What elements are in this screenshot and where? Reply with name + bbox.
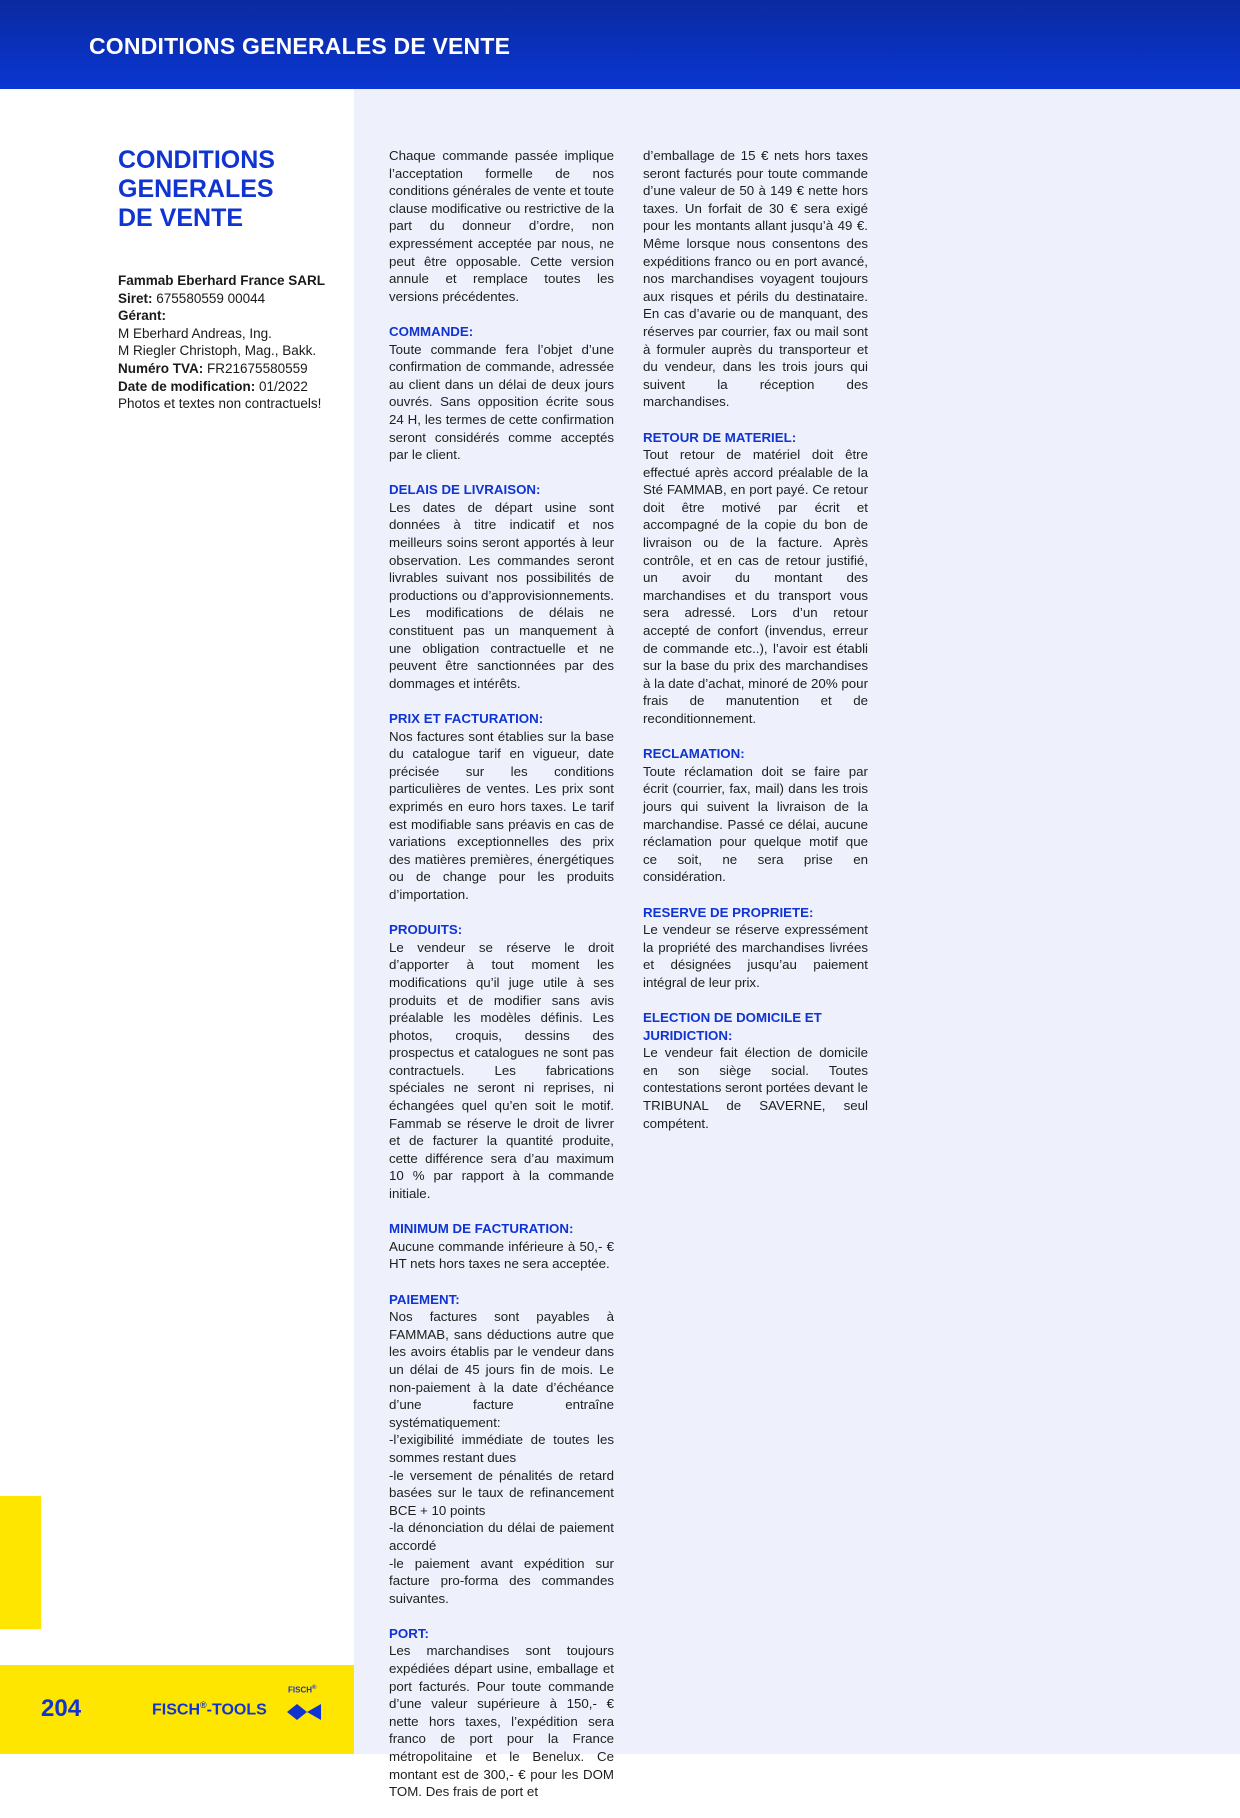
section-port [389,1625,614,1801]
gerant-name: M Riegler Christoph, Mag., Bakk. [118,343,317,359]
section-election [643,1009,868,1132]
section-heading: DELAIS DE LIVRAISON: [389,482,541,498]
port-continued: d’emballage de 15 € nets hors taxes seront facturés pour toute commande d’une valeur de 50 à 149 € nette hors taxes. Un forfait de 30 € sera exigé pour les montants allant jusqu’à 49 €. Même lorsque nous consentons des expéditions franco ou en port avancé, nos marchandises voyagent toujours aux risques et périls du destinataire. En cas d’avarie ou de manquant, des réserves par courrier, fax ou mail sont à formuler auprès du transporteur et du vendeur, dans les trois jours qui suivent la réception des marchandises. [643,148,868,410]
section-heading: ELECTION DE DOMICILE ET JURIDICTION: [643,1010,822,1043]
list-item: -l’exigibilité immédiate de toutes les sommes restant dues [389,1432,614,1465]
section-heading: MINIMUM DE FACTURATION: [389,1221,574,1237]
section-text: Toute réclamation doit se faire par écrit (courrier, fax, mail) dans les trois jours qui suivent la livraison de la marchandise. Passé ce délai, aucune réclamation pour quelque motif que ce soit, ne sera prise en considération. [643,763,868,885]
section-heading: COMMANDE: [389,323,474,339]
section-heading: RECLAMATION: [643,746,745,762]
list-item: -le paiement avant expédition sur facture pro-forma des commandes suivantes. [389,1555,614,1606]
sidebar-title-line: CONDITIONS [118,146,275,174]
section-produits [389,921,614,1203]
logo-text: FISCH® [288,1685,317,1695]
gerant-name: M Eberhard Andreas, Ing. [118,325,272,341]
disclaimer: Photos et textes non contractuels! [118,396,322,412]
section-text: Nos factures sont payables à FAMMAB, sans déductions autre que les avoirs établis par le vendeur dans un délai de 45 jours fin de mois. Le non-paiement à la date d’échéance d’une facture entraîne systématiquement: [389,1309,614,1430]
section-reclamation [643,745,868,886]
gerant-label: Gérant: [118,308,167,324]
brand-name: FISCH®-TOOLS [152,1700,267,1719]
section-text: Aucune commande inférieure à 50,- € HT nets hors taxes ne sera acceptée. [389,1238,614,1272]
section-text: Toute commande fera l’objet d’une confirmation de commande, adressée au client dans un délai de deux jours ouvrés. Sans opposition écrite sous 24 H, les termes de cette confirmation seront considérés comme acceptés par le client. [389,341,614,463]
section-text: Les marchandises sont toujours expédiées départ usine, emballage et port facturés. Pour toute commande d’une valeur supérieure à 150,- € nette hors taxes, l’expédition sera franco de port pour la France métropolitaine et le Benelux. Ce montant est de 300,- € pour les DOM TOM. Des frais de port et [389,1643,614,1800]
modif-value: 01/2022 [259,378,308,394]
section-text: Tout retour de matériel doit être effectué après accord préalable de la Sté FAMMAB, en port payé. Ce retour doit être motivé par écrit et accompagné de la copie du bon de livraison ou de la facture. Après contrôle, et en cas de retour justifié, un avoir du montant des marchandises et du transport vous sera adressé. Lors d’un retour accepté de confort (invendus, erreur de commande etc..), l’avoir est établi sur la base du prix des marchandises à la date d’achat, minoré de 20% pour frais de manutention et de reconditionnement. [643,447,868,726]
company-info [118,272,358,413]
page-header [0,0,1240,89]
section-minimum [389,1220,614,1273]
intro-paragraph: Chaque commande passée implique l’acceptation formelle de nos conditions générales de vente et toute clause modificative ou restrictive de la part du donneur d’ordre, non expressément acceptée par nous, ne peut être opposable. Cette version annule et remplace toutes les versions précédentes. [389,148,614,304]
sidebar-title-line: DE VENTE [118,204,244,232]
section-paiement [389,1291,614,1608]
section-heading: RETOUR DE MATERIEL: [643,429,797,445]
section-heading: PAIEMENT: [389,1291,460,1307]
page-footer [0,1665,354,1754]
section-retour [643,429,868,728]
section-text: Les dates de départ usine sont données à titre indicatif et nos meilleurs soins seront apportés à leur observation. Les commandes seront livrables suivant nos possibilités de productions ou d’approvisionnements. Les modifications de délais ne constituent pas un manquement à une obligation contractuelle et ne peuvent être sanctionnées par des dommages et intérêts. [389,499,614,691]
section-heading: PRODUITS: [389,922,463,938]
list-item: -la dénonciation du délai de paiement accordé [389,1520,614,1553]
section-delais [389,481,614,692]
company-name: Fammab Eberhard France SARL [118,273,326,288]
text-column-1 [389,147,614,1818]
section-text: Nos factures sont établies sur la base du catalogue tarif en vigueur, date précisée sur les conditions particulières de ventes. Les prix sont exprimés en euro hors taxes. Le tarif est modifiable sans préavis en cas de variations exceptionnelles des prix des matières premières, énergétiques ou de change pour les produits d’importation. [389,728,614,902]
page-number: 204 [41,1695,82,1722]
section-text: Le vendeur se réserve expressément la propriété des marchandises livrées et désignées jusqu’au paiement intégral de leur prix. [643,922,868,990]
section-prix [389,710,614,904]
siret-label: Siret: [118,290,153,306]
tva-value: FR21675580559 [207,360,308,376]
section-heading: PRIX ET FACTURATION: [389,711,544,726]
section-text: Le vendeur fait élection de domicile en son siège social. Toutes contestations seront portées devant le TRIBUNAL de SAVERNE, seul compétent. [643,1045,868,1131]
modif-label: Date de modification: [118,378,256,394]
section-heading: PORT: [389,1625,429,1641]
siret-value: 675580559 00044 [156,290,266,306]
tva-label: Numéro TVA: [118,360,204,376]
sidebar-title [118,146,338,233]
header-title: CONDITIONS GENERALES DE VENTE [89,33,511,59]
section-text: Le vendeur se réserve le droit d’apporter à tout moment les modifications qu’il juge utile à ses produits et de modifier sans avis préalable les modèles définis. Les photos, croquis, dessins des prospectus et catalogues ne sont pas contractuels. Les fabrications spéciales ne seront ni reprises, ni échangées quel qu’en soit le motif. Fammab se réserve le droit de livrer et de facturer la quantité produite, cette différence sera d’au maximum 10 % par rapport à la commande initiale. [389,939,614,1202]
section-heading: RESERVE DE PROPRIETE: [643,904,814,920]
section-reserve [643,904,868,992]
list-item: -le versement de pénalités de retard basées sur le taux de refinancement BCE + 10 points [389,1467,614,1518]
fisch-logo-icon [285,1685,325,1725]
text-column-2 [643,147,868,1150]
section-commande [389,323,614,464]
side-tab-marker [0,1496,41,1629]
sidebar-title-line: GENERALES [118,175,274,203]
